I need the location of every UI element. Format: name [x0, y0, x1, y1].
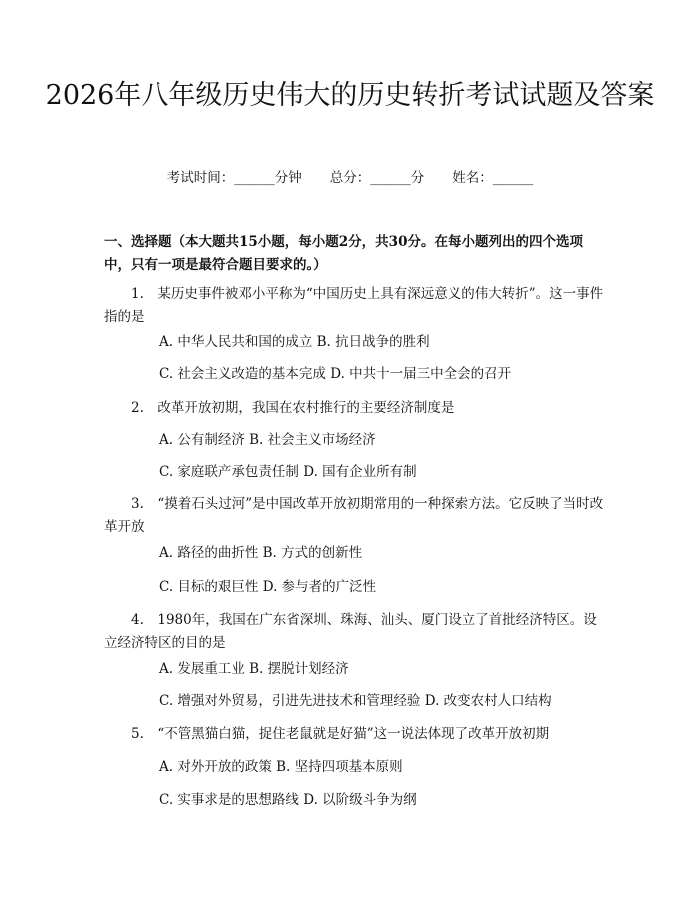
question-1-options-ab: A. 中华人民共和国的成立 B. 抗日战争的胜利 — [159, 334, 430, 350]
total-score-field: 总分：______分 — [329, 170, 425, 186]
page-title: 2026年八年级历史伟大的历史转折考试试题及答案 — [45, 80, 655, 111]
exam-time-field: 考试时间：______分钟 — [166, 170, 302, 186]
question-3-options-cd: C. 目标的艰巨性 D. 参与者的广泛性 — [159, 579, 377, 595]
question-4-options-cd: C. 增强对外贸易，引进先进技术和管理经验 D. 改变农村人口结构 — [159, 693, 552, 709]
question-5-options-cd: C. 实事求是的思想路线 D. 以阶级斗争为纲 — [159, 792, 417, 808]
name-field: 姓名：______ — [452, 170, 534, 186]
question-2-options-cd: C. 家庭联产承包责任制 D. 国有企业所有制 — [159, 464, 417, 480]
question-3: 3. “摸着石头过河”是中国改革开放初期常用的一种探索方法。它反映了当时改革开放 — [104, 496, 604, 535]
section-heading: 一、选择题（本大题共15小题，每小题2分，共30分。在每小题列出的四个选项中，只有一项是最符合题目要求的。） — [104, 234, 583, 273]
question-1: 1. 某历史事件被邓小平称为“中国历史上具有深远意义的伟大转折”。这一事件指的是 — [104, 286, 604, 325]
question-4-options-ab: A. 发展重工业 B. 摆脱计划经济 — [159, 661, 349, 677]
question-1-options-cd: C. 社会主义改造的基本完成 D. 中共十一届三中全会的召开 — [159, 366, 512, 382]
question-3-options-ab: A. 路径的曲折性 B. 方式的创新性 — [159, 545, 363, 561]
question-4: 4. 1980年，我国在广东省深圳、珠海、汕头、厦门设立了首批经济特区。设立经济特区的目的是 — [104, 612, 597, 651]
question-2-options-ab: A. 公有制经济 B. 社会主义市场经济 — [159, 432, 376, 448]
exam-meta — [0, 167, 700, 189]
question-5: 5. “不管黑猫白猫，捉住老鼠就是好猫”这一说法体现了改革开放初期 — [131, 726, 550, 742]
question-2: 2. 改革开放初期，我国在农村推行的主要经济制度是 — [131, 400, 455, 416]
question-5-options-ab: A. 对外开放的政策 B. 坚持四项基本原则 — [159, 759, 403, 775]
